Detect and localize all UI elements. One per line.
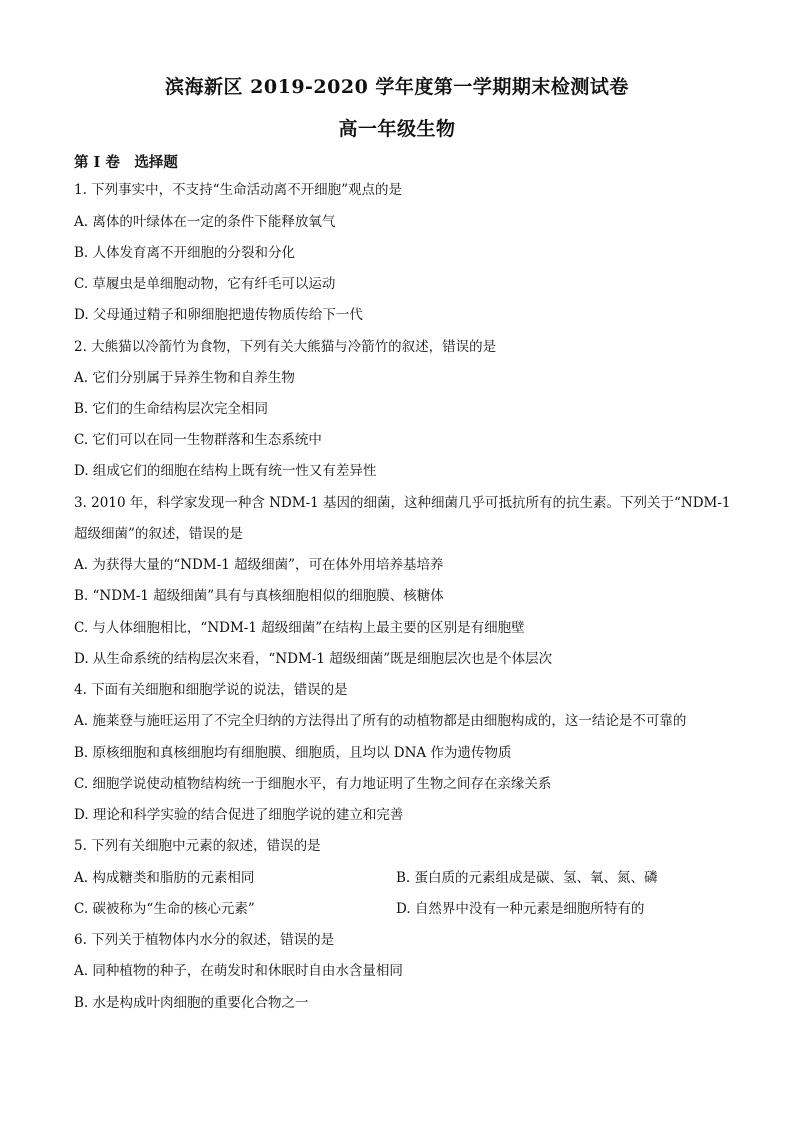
question-5-option-d: D. 自然界中没有一种元素是细胞所特有的: [396, 901, 645, 917]
question-5-stem: 5. 下列有关细胞中元素的叙述，错误的是: [74, 838, 321, 854]
question-3-stem-line-2: 超级细菌”的叙述，错误的是: [74, 526, 243, 542]
question-2-option-a: A. 它们分别属于异养生物和自养生物: [74, 370, 295, 386]
question-2-option-c: C. 它们可以在同一生物群落和生态系统中: [74, 432, 322, 448]
exam-title: 滨海新区 2019-2020 学年度第一学期期末检测试卷: [165, 76, 629, 98]
question-4-option-d: D. 理论和科学实验的结合促进了细胞学说的建立和完善: [74, 807, 404, 823]
question-1-option-a: A. 离体的叶绿体在一定的条件下能释放氧气: [74, 214, 336, 230]
question-3-option-c: C. 与人体细胞相比，“NDM-1 超级细菌”在结构上最主要的区别是有细胞壁: [74, 620, 525, 636]
question-4-option-c: C. 细胞学说使动植物结构统一于细胞水平，有力地证明了生物之间存在亲缘关系: [74, 776, 552, 792]
question-1-option-c: C. 草履虫是单细胞动物，它有纤毛可以运动: [74, 276, 336, 292]
question-2-option-d: D. 组成它们的细胞在结构上既有统一性又有差异性: [74, 463, 377, 479]
question-1-stem: 1. 下列事实中，不支持“生命活动离不开细胞”观点的是: [74, 182, 402, 198]
question-2-option-b: B. 它们的生命结构层次完全相同: [74, 401, 269, 417]
question-1-option-b: B. 人体发育离不开细胞的分裂和分化: [74, 245, 296, 261]
question-4-option-a: A. 施莱登与施旺运用了不完全归纳的方法得出了所有的动植物都是由细胞构成的，这一结论是不可靠的: [74, 713, 687, 729]
section-heading: 第 I 卷 选择题: [74, 154, 178, 171]
question-6-stem: 6. 下列关于植物体内水分的叙述，错误的是: [74, 932, 335, 948]
question-2-stem: 2. 大熊猫以冷箭竹为食物，下列有关大熊猫与冷箭竹的叙述，错误的是: [74, 339, 497, 355]
question-6-option-b: B. 水是构成叶肉细胞的重要化合物之一: [74, 995, 309, 1011]
question-4-option-b: B. 原核细胞和真核细胞均有细胞膜、细胞质，且均以 DNA 作为遗传物质: [74, 745, 512, 761]
question-6-option-a: A. 同种植物的种子，在萌发时和休眠时自由水含量相同: [74, 963, 403, 979]
question-1-option-d: D. 父母通过精子和卵细胞把遗传物质传给下一代: [74, 307, 363, 323]
question-3-option-d: D. 从生命系统的结构层次来看，“NDM-1 超级细菌”既是细胞层次也是个体层次: [74, 651, 553, 667]
question-5-option-c: C. 碳被称为“生命的核心元素”: [74, 901, 255, 917]
question-3-option-a: A. 为获得大量的“NDM-1 超级细菌”，可在体外用培养基培养: [74, 557, 444, 573]
question-5-option-a: A. 构成糖类和脂肪的元素相同: [74, 870, 255, 886]
question-3-option-b: B. “NDM-1 超级细菌”具有与真核细胞相似的细胞膜、核糖体: [74, 588, 444, 604]
question-4-stem: 4. 下面有关细胞和细胞学说的说法，错误的是: [74, 682, 348, 698]
question-5-option-b: B. 蛋白质的元素组成是碳、氢、氧、氮、磷: [396, 870, 658, 886]
exam-subtitle: 高一年级生物: [338, 118, 456, 140]
question-3-stem-line-1: 3. 2010 年，科学家发现一种含 NDM-1 基因的细菌，这种细菌几乎可抵抗所有的抗生素。下列关于“NDM-1: [74, 495, 731, 511]
